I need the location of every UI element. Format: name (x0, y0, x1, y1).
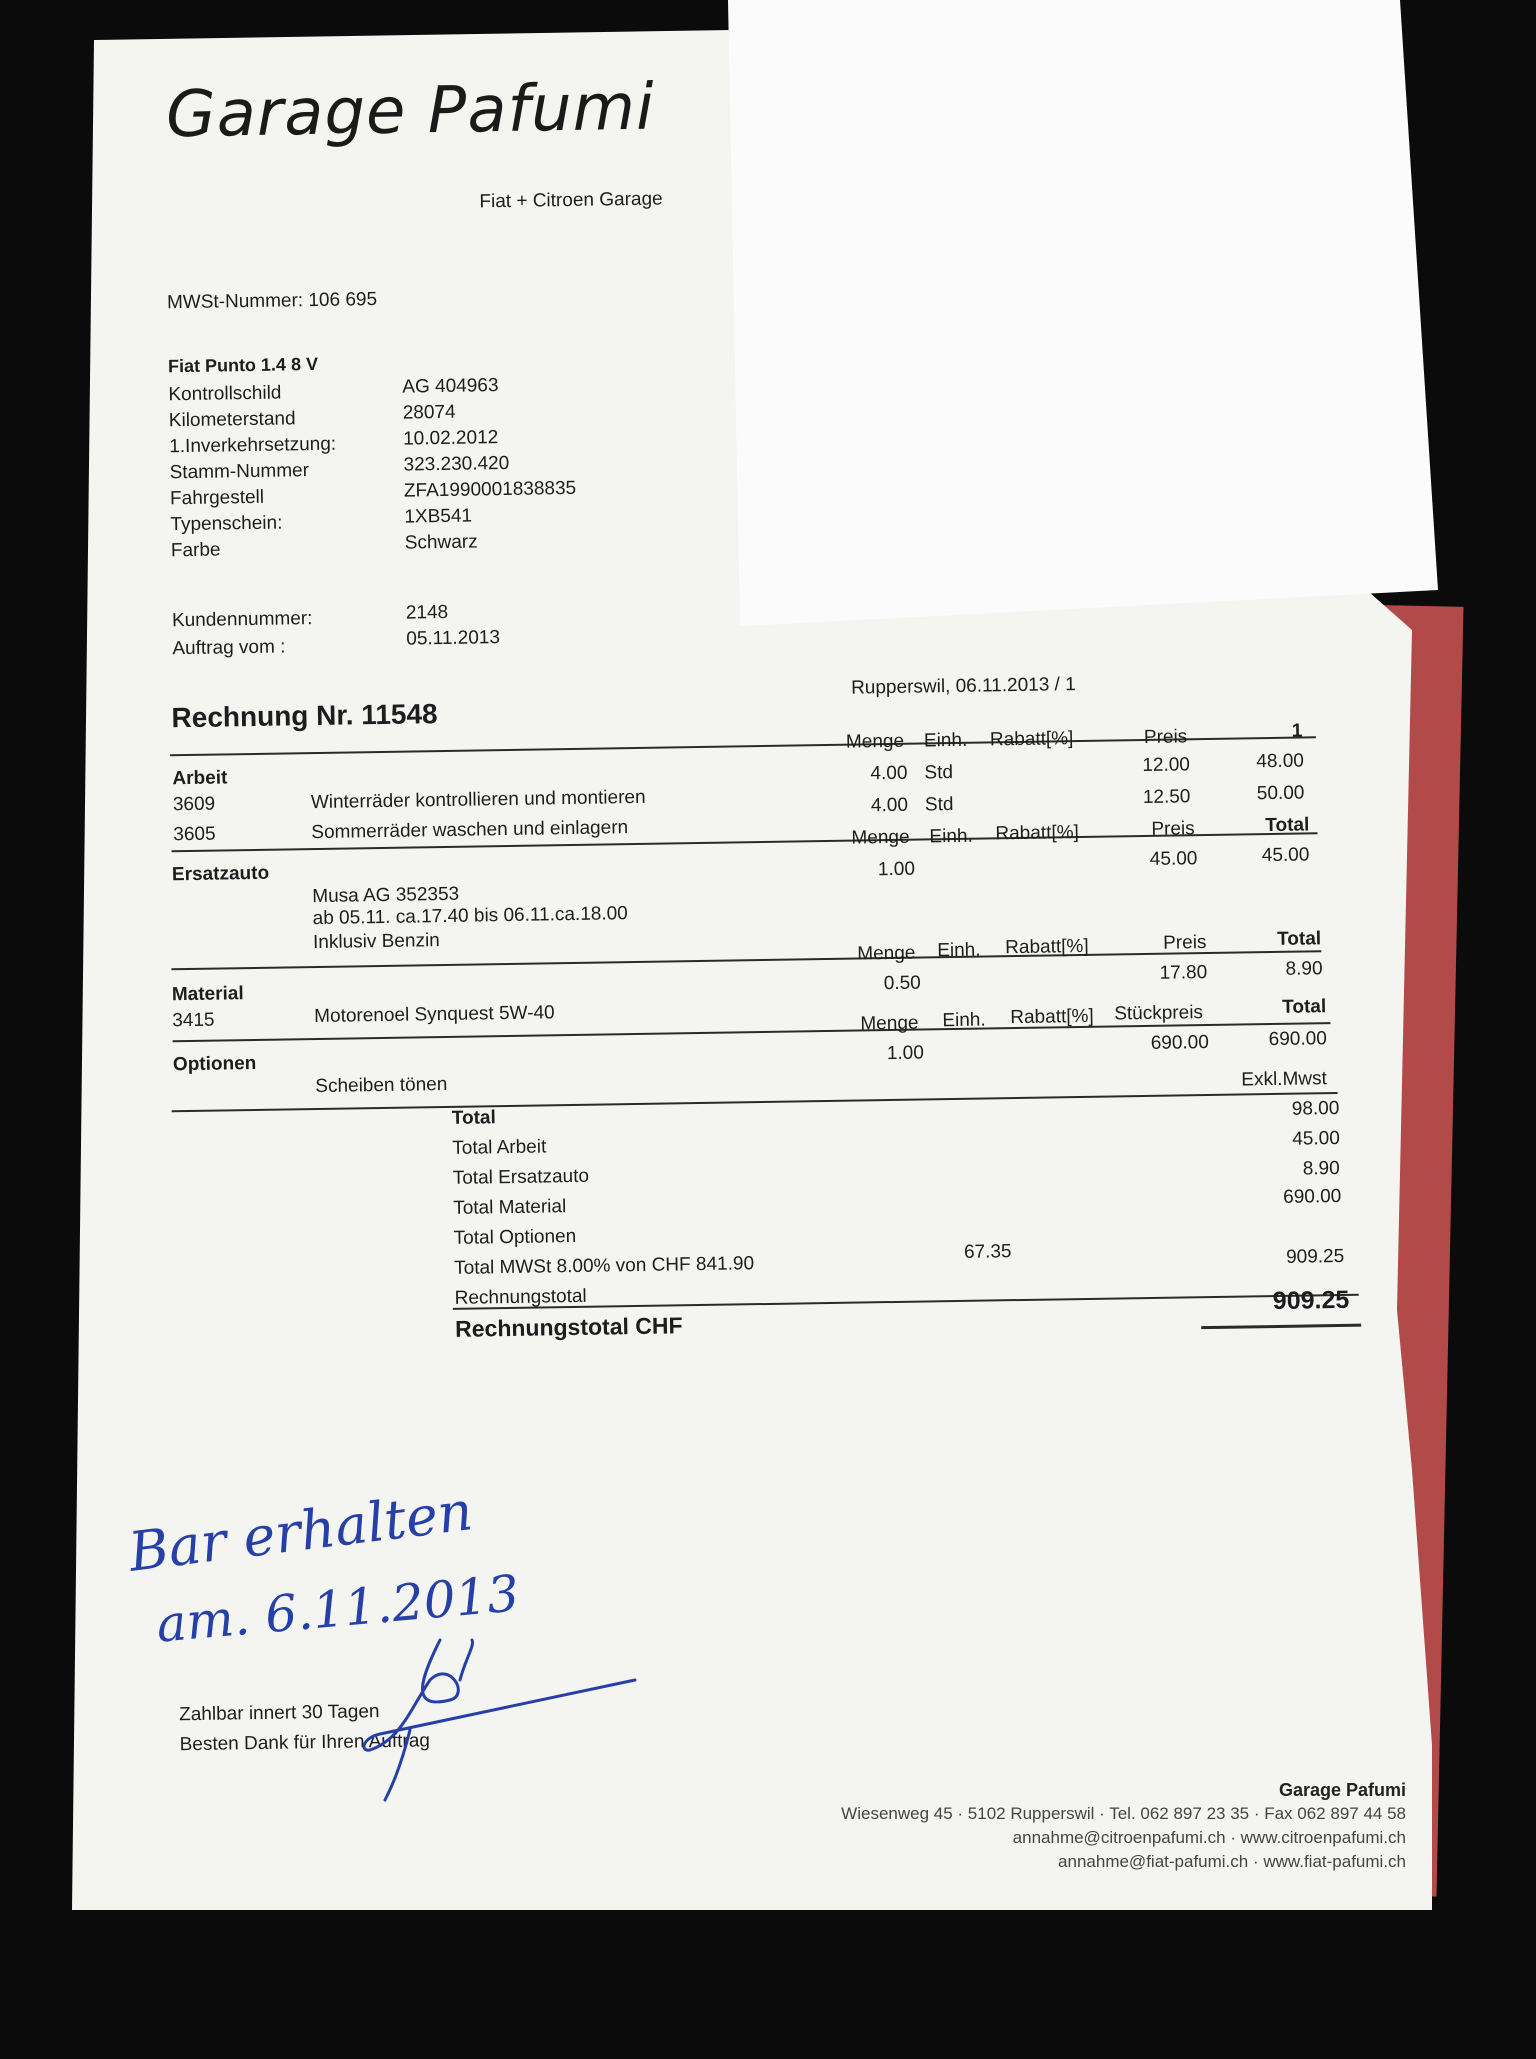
footer-web-citroen: annahme@citroenpafumi.ch · www.citroenpafumi.ch (1012, 1828, 1406, 1847)
col-header-menge: Menge (857, 942, 916, 965)
item-quantity: 4.00 (870, 762, 908, 785)
col-header-rabatt: Rabatt[%] (989, 728, 1074, 751)
vehicle-model: Fiat Punto 1.4 8 V (167, 353, 319, 377)
total-value: 98.00 (1291, 1097, 1340, 1120)
customer-number: 2148 (405, 601, 449, 624)
item-price: 45.00 (1149, 848, 1198, 870)
payment-terms: Zahlbar innert 30 Tagen (178, 1701, 380, 1726)
vehicle-field-value: 323.230.420 (403, 452, 510, 476)
ersatzauto-car: Musa AG 352353 (312, 883, 460, 908)
total-label: Total Optionen (453, 1225, 577, 1249)
customer-number-label: Kundennummer: (171, 608, 313, 632)
total-label: Total Ersatzauto (452, 1165, 590, 1189)
section-label-material: Material (171, 983, 244, 1006)
page-number: 1 (1291, 720, 1303, 742)
item-quantity: 1.00 (877, 858, 916, 881)
order-date: 05.11.2013 (406, 627, 501, 650)
total-label: Total Material (453, 1196, 567, 1219)
item-total: 45.00 (1261, 844, 1310, 867)
vehicle-field-label: 1.Inverkehrsetzung: (169, 433, 337, 458)
item-quantity: 0.50 (883, 972, 921, 995)
item-code: 3415 (172, 1009, 215, 1032)
item-total: 50.00 (1256, 782, 1305, 805)
handwritten-date: am. 6.11.2013 (154, 1564, 522, 1654)
invoice-total-value: 909.25 (1285, 1245, 1345, 1268)
col-header-einh: Einh. (937, 939, 981, 962)
col-header-total: Total (1282, 996, 1327, 1018)
col-header-menge: Menge (851, 826, 910, 849)
col-header-einh: Einh. (923, 729, 968, 752)
item-unit: Std (924, 761, 954, 784)
col-header-total: Total (1265, 814, 1310, 837)
footer-address: Wiesenweg 45 · 5102 Rupperswil · Tel. 062 897 23 35 · Fax 062 897 44 58 (841, 1804, 1406, 1823)
col-header-stueckpreis: Stückpreis (1114, 1002, 1204, 1025)
invoice-place-date: Rupperswil, 06.11.2013 / 1 (850, 674, 1076, 699)
ersatzauto-period: ab 05.11. ca.17.40 bis 06.11.ca.18.00 (312, 903, 628, 930)
col-header-menge: Menge (845, 730, 905, 753)
total-value: 690.00 (1283, 1185, 1342, 1208)
vehicle-field-label: Kilometerstand (168, 408, 296, 432)
vehicle-field-value: 1XB541 (404, 505, 473, 528)
vehicle-field-value: ZFA1990001838835 (403, 477, 577, 502)
item-unit: Std (924, 793, 954, 816)
col-header-total: Total (1276, 928, 1322, 950)
item-description: Motorenoel Synquest 5W-40 (314, 1002, 555, 1028)
item-total: 48.00 (1256, 750, 1305, 773)
vat-number: MWSt-Nummer: 106 695 (166, 288, 378, 314)
item-price: 690.00 (1150, 1032, 1210, 1054)
item-price: 12.50 (1142, 786, 1191, 809)
item-total: 690.00 (1268, 1028, 1327, 1051)
vehicle-field-value: Schwarz (404, 531, 478, 554)
col-header-rabatt: Rabatt[%] (1005, 935, 1089, 959)
col-header-menge: Menge (860, 1012, 919, 1035)
vehicle-field-label: Stamm-Nummer (169, 460, 310, 484)
section-divider (453, 1294, 1359, 1310)
total-value: 45.00 (1292, 1127, 1340, 1150)
vehicle-field-label: Typenschein: (170, 512, 283, 536)
section-label-ersatzauto: Ersatzauto (171, 862, 270, 886)
vehicle-field-value: 10.02.2012 (402, 427, 499, 450)
section-label-arbeit: Arbeit (172, 767, 228, 790)
col-header-preis: Preis (1151, 818, 1195, 840)
item-description: Scheiben tönen (315, 1073, 448, 1098)
col-header-einh: Einh. (929, 825, 973, 848)
section-label-optionen: Optionen (172, 1052, 257, 1076)
col-header-preis: Preis (1163, 932, 1207, 954)
total-label: Total Arbeit (452, 1136, 547, 1159)
total-value: 8.90 (1302, 1157, 1340, 1180)
thank-you-note: Besten Dank für Ihren Auftrag (179, 1730, 431, 1756)
item-price: 17.80 (1159, 962, 1208, 984)
final-total-underline (1201, 1324, 1361, 1330)
col-header-einh: Einh. (942, 1009, 986, 1032)
vat-total-label: Total MWSt 8.00% von CHF 841.90 (454, 1253, 755, 1279)
item-quantity: 4.00 (870, 794, 909, 817)
company-logo: Garage Pafumi (165, 70, 656, 153)
order-date-label: Auftrag vom : (172, 636, 286, 660)
item-quantity: 1.00 (886, 1042, 925, 1065)
invoice-total-label: Rechnungstotal (454, 1285, 587, 1309)
vehicle-field-label: Fahrgestell (169, 486, 265, 510)
invoice-title: Rechnung Nr. 11548 (171, 698, 438, 734)
item-description: Sommerräder waschen und einlagern (311, 817, 629, 844)
vehicle-field-label: Kontrollschild (168, 382, 282, 406)
footer-company-name: Garage Pafumi (1278, 1780, 1406, 1800)
company-tagline: Fiat + Citroen Garage (479, 188, 663, 213)
ersatzauto-note: Inklusiv Benzin (312, 930, 440, 954)
col-header-rabatt: Rabatt[%] (1010, 1005, 1094, 1029)
final-total-label: Rechnungstotal CHF (454, 1312, 683, 1342)
totals-heading: Total (451, 1107, 496, 1129)
vehicle-field-value: AG 404963 (402, 375, 499, 398)
col-header-preis: Preis (1143, 726, 1188, 748)
item-total: 8.90 (1285, 958, 1323, 980)
item-price: 12.00 (1142, 754, 1191, 777)
vehicle-field-label: Farbe (170, 539, 221, 562)
final-total-value: 909.25 (1272, 1285, 1350, 1316)
signature-icon (300, 1620, 680, 1810)
vehicle-field-value: 28074 (402, 401, 456, 424)
item-code: 3605 (173, 823, 216, 846)
handwritten-received: Bar erhalten (125, 1479, 476, 1584)
col-header-rabatt: Rabatt[%] (995, 822, 1080, 845)
item-code: 3609 (172, 793, 216, 816)
footer-web-fiat: annahme@fiat-pafumi.ch · www.fiat-pafumi.ch (1058, 1852, 1406, 1871)
vat-total-value: 67.35 (963, 1241, 1012, 1263)
item-description: Winterräder kontrollieren und montieren (310, 786, 646, 814)
excl-vat-label: Exkl.Mwst (1241, 1068, 1327, 1091)
